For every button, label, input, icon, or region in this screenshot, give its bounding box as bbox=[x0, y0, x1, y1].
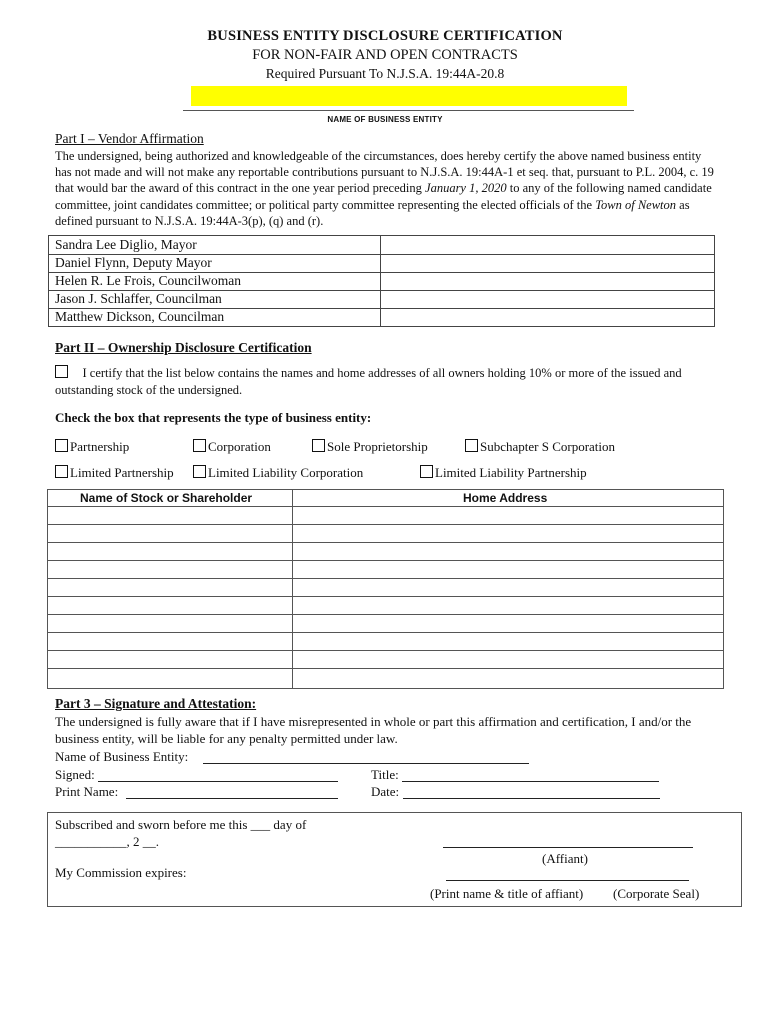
part1-text-c: as defined pursuant to N.J.S.A. 19:44A-3(p), (q) and (r). bbox=[55, 197, 690, 228]
checkbox[interactable] bbox=[312, 439, 325, 452]
form-subtitle: FOR NON-FAIR AND OPEN CONTRACTS bbox=[252, 47, 518, 63]
option-label: Limited Liability Partnership bbox=[435, 465, 587, 480]
statute-reference: Required Pursuant To N.J.S.A. 19:44A-20.8 bbox=[265, 66, 505, 81]
table-row[interactable] bbox=[48, 524, 723, 525]
official-name: Matthew Dickson, Councilman bbox=[55, 309, 225, 324]
business-entity-name-field[interactable] bbox=[191, 86, 627, 106]
affiant-signature-line[interactable] bbox=[443, 847, 693, 848]
affiant-label: (Affiant) bbox=[542, 851, 588, 866]
table-row[interactable] bbox=[48, 506, 723, 507]
option-label: Limited Partnership bbox=[70, 465, 174, 480]
business-entity-name-line[interactable] bbox=[203, 763, 529, 764]
part2-heading: Part II – Ownership Disclosure Certification bbox=[55, 340, 312, 355]
checkbox[interactable] bbox=[55, 439, 68, 452]
town-name: Town of Newton bbox=[595, 197, 677, 212]
option-label: Corporation bbox=[208, 439, 271, 454]
table-row[interactable] bbox=[48, 596, 723, 597]
affiant-print-line[interactable] bbox=[446, 880, 689, 881]
option-llp[interactable] bbox=[420, 465, 587, 481]
date-label: Date: bbox=[371, 784, 400, 799]
part1-text-a: The undersigned, being authorized and knowledgeable of the circumstances, does hereby certify the above named business entity has not made and will not make any reportable contributions pursuant to N.J.S.A. 19:44A-1 et seq. that, pursuant to P.L. 2004, c. 19 that would bar the award of this contract in the one year period preceding bbox=[55, 149, 714, 196]
part3-text: The undersigned is fully aware that if I have misrepresented in whole or part this affirmation and certification, I and/or the business entity, will be liable for any penalty permitted under law. bbox=[55, 714, 692, 746]
official-name: Daniel Flynn, Deputy Mayor bbox=[55, 255, 212, 270]
signed-label: Signed: bbox=[55, 767, 95, 782]
signed-line[interactable] bbox=[98, 781, 338, 782]
option-label: Sole Proprietorship bbox=[327, 439, 428, 454]
entity-name-label: NAME OF BUSINESS ENTITY bbox=[327, 115, 443, 124]
option-label: Partnership bbox=[70, 439, 130, 454]
option-llc[interactable] bbox=[193, 465, 363, 481]
table-row[interactable] bbox=[48, 632, 723, 633]
notary-box bbox=[47, 812, 742, 907]
part3-heading: Part 3 – Signature and Attestation: bbox=[55, 696, 257, 711]
title-label: Title: bbox=[371, 767, 399, 782]
table-row[interactable] bbox=[48, 560, 723, 561]
sworn-line-2: ___________, 2 __. bbox=[55, 834, 159, 849]
table-row[interactable] bbox=[48, 650, 723, 651]
officials-table bbox=[48, 235, 715, 327]
title-line[interactable] bbox=[402, 781, 659, 782]
form-title: BUSINESS ENTITY DISCLOSURE CERTIFICATION bbox=[207, 28, 563, 44]
certify-text: I certify that the list below contains the names and home addresses of all owners holding 10% or more of the issued and outstanding stock of the undersigned. bbox=[55, 366, 682, 397]
sworn-line-1: Subscribed and sworn before me this ___ day of bbox=[55, 817, 307, 832]
corporate-seal-label: (Corporate Seal) bbox=[613, 886, 700, 901]
table-row[interactable] bbox=[48, 614, 723, 615]
option-sole-proprietorship[interactable] bbox=[312, 439, 428, 455]
commission-expires: My Commission expires: bbox=[55, 865, 187, 880]
option-corporation[interactable] bbox=[193, 439, 271, 455]
column-divider bbox=[292, 490, 293, 688]
print-name-line[interactable] bbox=[126, 798, 338, 799]
business-entity-name-label: Name of Business Entity: bbox=[55, 749, 189, 764]
table-row[interactable] bbox=[48, 578, 723, 579]
checkbox[interactable] bbox=[193, 465, 206, 478]
checkbox[interactable] bbox=[193, 439, 206, 452]
entity-type-prompt: Check the box that represents the type of business entity: bbox=[55, 410, 372, 425]
part1-text-b: to any of the following named candidate committee, joint candidates committee; or political party committee representing the elected officials of the bbox=[55, 181, 712, 212]
option-subchapter-s[interactable] bbox=[465, 439, 615, 455]
checkbox[interactable] bbox=[420, 465, 433, 478]
table-row[interactable] bbox=[48, 668, 723, 669]
official-name: Jason J. Schlaffer, Councilman bbox=[55, 291, 222, 306]
option-label: Subchapter S Corporation bbox=[480, 439, 616, 454]
print-name-title-label: (Print name & title of affiant) bbox=[430, 886, 584, 901]
option-label: Limited Liability Corporation bbox=[208, 465, 364, 480]
print-name-label: Print Name: bbox=[55, 784, 119, 799]
part1-paragraph bbox=[55, 148, 719, 229]
official-name: Helen R. Le Frois, Councilwoman bbox=[55, 273, 241, 288]
home-address-header: Home Address bbox=[463, 491, 548, 505]
entity-name-underline bbox=[183, 110, 634, 111]
shareholder-name-header: Name of Stock or Shareholder bbox=[80, 491, 253, 505]
option-partnership[interactable] bbox=[55, 439, 129, 455]
checkbox[interactable] bbox=[465, 439, 478, 452]
ownership-certify-statement bbox=[55, 365, 720, 398]
shareholder-table bbox=[47, 489, 724, 689]
option-limited-partnership[interactable] bbox=[55, 465, 174, 481]
certify-checkbox[interactable] bbox=[55, 365, 68, 378]
official-name: Sandra Lee Diglio, Mayor bbox=[55, 237, 197, 252]
date-line[interactable] bbox=[403, 798, 660, 799]
table-row[interactable] bbox=[48, 542, 723, 543]
checkbox[interactable] bbox=[55, 465, 68, 478]
bar-date: January 1, 2020 bbox=[425, 181, 507, 196]
part1-heading: Part I – Vendor Affirmation bbox=[55, 131, 204, 146]
